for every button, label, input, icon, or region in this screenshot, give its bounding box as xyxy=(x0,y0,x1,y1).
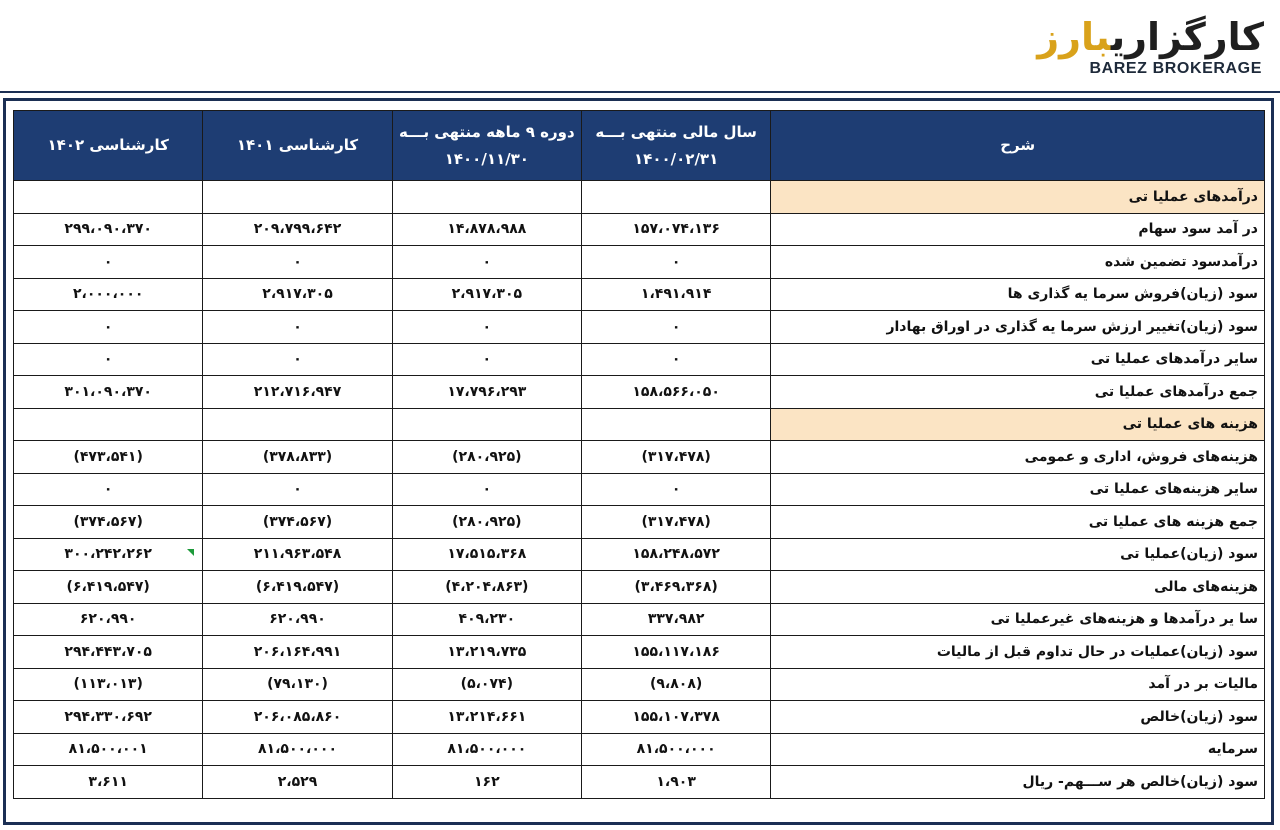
row-label: جمع درآمدهای عملیا تی xyxy=(771,376,1265,409)
row-label: مالیات بر در آمد xyxy=(771,668,1265,701)
table-row xyxy=(14,278,1265,311)
value-cell: ۰ xyxy=(203,246,392,279)
value-cell: ۱۵۵،۱۱۷،۱۸۶ xyxy=(581,636,770,669)
value-cell: ۱،۹۰۳ xyxy=(581,766,770,799)
value-cell: ۲۹۴،۳۳۰،۶۹۲ xyxy=(14,701,203,734)
value-cell: ۱۷،۷۹۶،۲۹۳ xyxy=(392,376,581,409)
value-cell: ۱۷،۵۱۵،۳۶۸ xyxy=(392,538,581,571)
row-label: سود (زیان)خالص xyxy=(771,701,1265,734)
header-9months-title: دوره ۹ ماهه منتهی بـــه xyxy=(398,122,575,141)
row-label: جمع هزینه های عملیا تی xyxy=(771,506,1265,539)
row-label: سود (زیان)عملیا تی xyxy=(771,538,1265,571)
table-row xyxy=(14,441,1265,474)
value-cell: (۶،۴۱۹،۵۴۷) xyxy=(14,571,203,604)
value-cell: (۳۷۴،۵۶۷) xyxy=(203,506,392,539)
value-cell: ۲۰۶،۰۸۵،۸۶۰ xyxy=(203,701,392,734)
value-cell xyxy=(203,181,392,214)
row-label: سود (زیان)فروش سرما یه گذاری ها xyxy=(771,278,1265,311)
table-row xyxy=(14,538,1265,571)
table-row xyxy=(14,473,1265,506)
value-cell xyxy=(581,181,770,214)
row-label: سایر هزینه‌های عملیا تی xyxy=(771,473,1265,506)
row-label: درآمدسود تضمین شده xyxy=(771,246,1265,279)
value-cell: ۰ xyxy=(581,246,770,279)
value-cell xyxy=(392,408,581,441)
value-cell: (۱۱۳،۰۱۳) xyxy=(14,668,203,701)
value-cell: ۰ xyxy=(581,311,770,344)
value-cell: ۲،۵۲۹ xyxy=(203,766,392,799)
value-cell: (۷۹،۱۳۰) xyxy=(203,668,392,701)
value-cell: (۹،۸۰۸) xyxy=(581,668,770,701)
value-cell: ۸۱،۵۰۰،۰۰۰ xyxy=(581,733,770,766)
brand-logo xyxy=(1014,14,1264,80)
value-cell: (۳۷۴،۵۶۷) xyxy=(14,506,203,539)
header-fy1400-date: ۱۴۰۰/۰۲/۳۱ xyxy=(634,149,719,168)
value-cell: ۲۱۱،۹۶۳،۵۴۸ xyxy=(203,538,392,571)
table-row xyxy=(14,733,1265,766)
value-cell: ۲۰۶،۱۶۴،۹۹۱ xyxy=(203,636,392,669)
financial-statement-table xyxy=(13,110,1265,799)
value-cell: ۴۰۹،۲۳۰ xyxy=(392,603,581,636)
table-row xyxy=(14,213,1265,246)
value-cell: (۲۸۰،۹۲۵) xyxy=(392,506,581,539)
value-cell: ۱۴،۸۷۸،۹۸۸ xyxy=(392,213,581,246)
brand-name-fa-gold: بارز xyxy=(1037,15,1111,59)
table-row xyxy=(14,701,1265,734)
header-description: شرح xyxy=(771,111,1265,181)
value-cell: ۰ xyxy=(14,473,203,506)
value-cell: ۲۹۴،۴۴۳،۷۰۵ xyxy=(14,636,203,669)
value-cell: ۳،۶۱۱ xyxy=(14,766,203,799)
table-row xyxy=(14,668,1265,701)
value-cell xyxy=(392,181,581,214)
value-cell: ۰ xyxy=(14,246,203,279)
header-fy1400 xyxy=(581,111,770,181)
value-cell: ۶۲۰،۹۹۰ xyxy=(14,603,203,636)
row-label: سود (زیان)خالص هر ســـهم- ریال xyxy=(771,766,1265,799)
value-cell: ۳۰۰،۲۴۲،۲۶۲ xyxy=(14,538,203,571)
value-cell: ۱،۴۹۱،۹۱۴ xyxy=(581,278,770,311)
value-cell: (۴۷۳،۵۴۱) xyxy=(14,441,203,474)
header-expert-1401: کارشناسی ۱۴۰۱ xyxy=(203,111,392,181)
value-cell xyxy=(14,181,203,214)
value-cell: ۲۰۹،۷۹۹،۶۴۲ xyxy=(203,213,392,246)
value-cell xyxy=(581,408,770,441)
header-9months xyxy=(392,111,581,181)
brand-name-fa xyxy=(1037,14,1264,60)
value-cell: ۲،۹۱۷،۳۰۵ xyxy=(392,278,581,311)
value-cell: (۳۷۸،۸۳۳) xyxy=(203,441,392,474)
row-label: هزینه‌های مالی xyxy=(771,571,1265,604)
value-cell: ۰ xyxy=(203,311,392,344)
value-cell: ۰ xyxy=(203,473,392,506)
header-9months-date: ۱۴۰۰/۱۱/۳۰ xyxy=(444,149,529,168)
row-label: سود (زیان)عملیات در حال تداوم قبل از مالیات xyxy=(771,636,1265,669)
row-label: سا یر درآمدها و هزینه‌های غیرعملیا تی xyxy=(771,603,1265,636)
value-cell: ۱۶۲ xyxy=(392,766,581,799)
value-cell: (۶،۴۱۹،۵۴۷) xyxy=(203,571,392,604)
value-cell: (۲۸۰،۹۲۵) xyxy=(392,441,581,474)
value-cell: ۳۳۷،۹۸۲ xyxy=(581,603,770,636)
value-cell: ۲،۰۰۰،۰۰۰ xyxy=(14,278,203,311)
row-label: سرمایه xyxy=(771,733,1265,766)
value-cell: ۰ xyxy=(14,311,203,344)
brand-name-en: BAREZ BROKERAGE xyxy=(1089,60,1262,77)
value-cell: ۰ xyxy=(392,343,581,376)
row-label: هزینه های عملیا تی xyxy=(771,408,1265,441)
value-cell: ۸۱،۵۰۰،۰۰۰ xyxy=(392,733,581,766)
value-cell: ۲،۹۱۷،۳۰۵ xyxy=(203,278,392,311)
value-cell: ۲۹۹،۰۹۰،۳۷۰ xyxy=(14,213,203,246)
table-row xyxy=(14,506,1265,539)
value-cell xyxy=(14,408,203,441)
value-cell: (۵،۰۷۴) xyxy=(392,668,581,701)
value-cell: ۳۰۱،۰۹۰،۳۷۰ xyxy=(14,376,203,409)
table-row xyxy=(14,636,1265,669)
value-cell: (۳،۴۶۹،۳۶۸) xyxy=(581,571,770,604)
value-cell: ۸۱،۵۰۰،۰۰۱ xyxy=(14,733,203,766)
value-cell: (۳۱۷،۴۷۸) xyxy=(581,506,770,539)
section-header-row xyxy=(14,408,1265,441)
table-row xyxy=(14,311,1265,344)
value-cell: ۰ xyxy=(581,473,770,506)
table-row xyxy=(14,246,1265,279)
table-row xyxy=(14,571,1265,604)
value-cell: ۰ xyxy=(392,311,581,344)
value-cell: ۱۳،۲۱۹،۷۳۵ xyxy=(392,636,581,669)
row-label: سایر درآمدهای عملیا تی xyxy=(771,343,1265,376)
table-row xyxy=(14,343,1265,376)
value-cell: ۱۵۸،۲۴۸،۵۷۲ xyxy=(581,538,770,571)
value-cell: (۴،۲۰۴،۸۶۳) xyxy=(392,571,581,604)
section-header-row xyxy=(14,181,1265,214)
value-cell: (۳۱۷،۴۷۸) xyxy=(581,441,770,474)
brand-name-fa-dark: کارگزاری xyxy=(1110,15,1264,59)
table-row xyxy=(14,376,1265,409)
value-cell: ۱۳،۲۱۴،۶۶۱ xyxy=(392,701,581,734)
value-cell xyxy=(203,408,392,441)
value-cell: ۸۱،۵۰۰،۰۰۰ xyxy=(203,733,392,766)
row-label: هزینه‌های فروش، اداری و عمومی xyxy=(771,441,1265,474)
header-expert-1402: کارشناسی ۱۴۰۲ xyxy=(14,111,203,181)
value-cell: ۶۲۰،۹۹۰ xyxy=(203,603,392,636)
value-cell: ۱۵۷،۰۷۴،۱۳۶ xyxy=(581,213,770,246)
value-cell: ۰ xyxy=(392,246,581,279)
cell-comment-marker xyxy=(187,549,194,556)
value-cell: ۰ xyxy=(581,343,770,376)
value-cell: ۲۱۲،۷۱۶،۹۴۷ xyxy=(203,376,392,409)
value-cell: ۰ xyxy=(14,343,203,376)
value-cell: ۱۵۸،۵۶۶،۰۵۰ xyxy=(581,376,770,409)
row-label: سود (زیان)تغییر ارزش سرما یه گذاری در اوراق بهادار xyxy=(771,311,1265,344)
table-row xyxy=(14,603,1265,636)
value-cell: ۱۵۵،۱۰۷،۳۷۸ xyxy=(581,701,770,734)
value-cell: ۰ xyxy=(203,343,392,376)
value-cell: ۰ xyxy=(392,473,581,506)
row-label: در آمد سود سهام xyxy=(771,213,1265,246)
header-fy1400-title: سال مالی منتهی بـــه xyxy=(595,122,757,141)
row-label: درآمدهای عملیا تی xyxy=(771,181,1265,214)
header-divider xyxy=(0,91,1280,93)
table-header-row xyxy=(14,111,1265,181)
table-row xyxy=(14,766,1265,799)
